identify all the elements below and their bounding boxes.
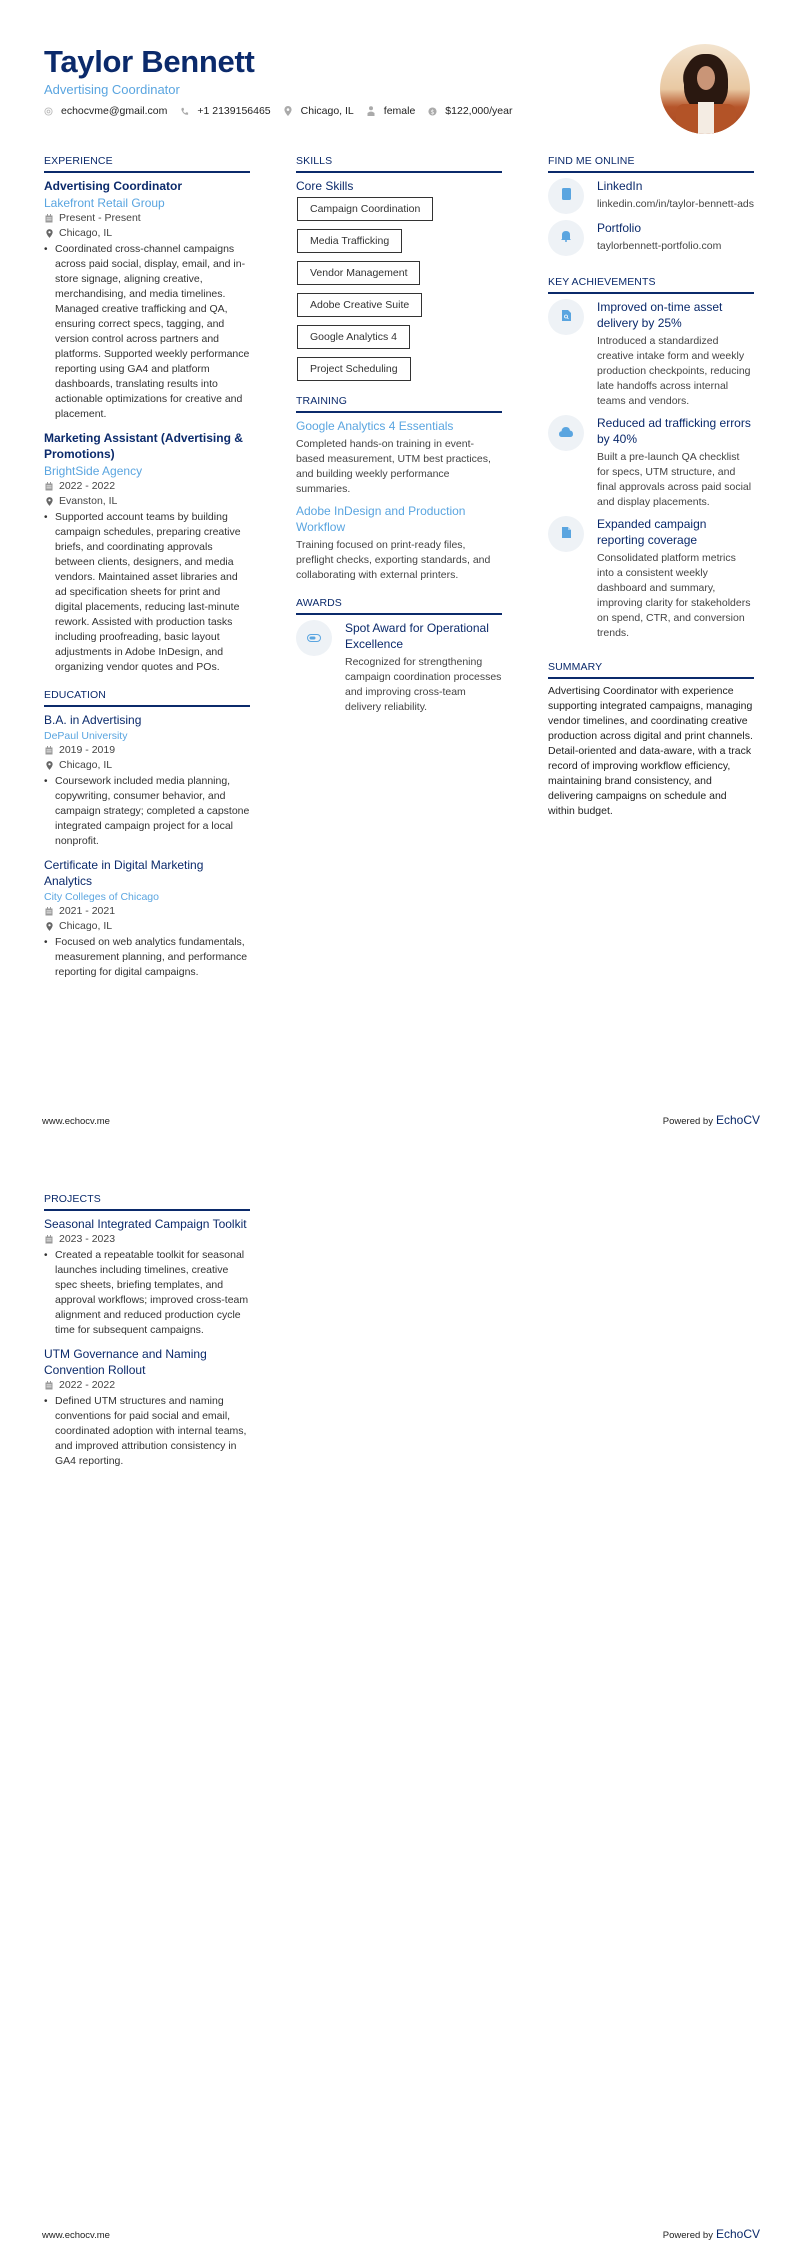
footer-site-link[interactable]: www.echocv.me <box>42 1116 110 1127</box>
achievement-item <box>548 415 754 510</box>
job-company: BrightSide Agency <box>44 464 143 478</box>
edu-location: Chicago, IL <box>44 919 250 934</box>
contact-email[interactable] <box>44 105 167 117</box>
achievements-heading: KEY ACHIEVEMENTS <box>548 276 754 294</box>
calendar-icon <box>44 1381 54 1390</box>
candidate-title: Advertising Coordinator <box>44 82 180 97</box>
summary-heading: SUMMARY <box>548 661 754 679</box>
award-desc: Recognized for strengthening campaign coordination processes and improving cross-team delivery reliability. <box>345 656 502 713</box>
skill-group-title: Core Skills <box>296 179 354 193</box>
project-title: UTM Governance and Naming Convention Rollout <box>44 1347 207 1377</box>
calendar-icon <box>44 482 54 491</box>
resume-header <box>44 44 604 117</box>
linkedin-icon <box>562 187 571 205</box>
training-title: Google Analytics 4 Essentials <box>296 419 454 433</box>
achievement-title: Reduced ad trafficking errors by 40% <box>597 416 751 446</box>
contact-gender <box>367 105 416 117</box>
school: DePaul University <box>44 730 128 742</box>
skill-chip: Vendor Management <box>297 261 420 285</box>
job-company: Lakefront Retail Group <box>44 196 165 210</box>
achievement-item <box>548 299 754 409</box>
achievement-title: Improved on-time asset delivery by 25% <box>597 300 723 330</box>
achievement-title: Expanded campaign reporting coverage <box>597 517 707 547</box>
portfolio-icon <box>561 229 571 247</box>
skill-chip: Project Scheduling <box>297 357 411 381</box>
job-role: Advertising Coordinator <box>44 179 183 193</box>
middle-column <box>296 155 502 721</box>
project-bullets <box>44 1248 250 1338</box>
training-desc: Completed hands-on training in event-based measurement, UTM best practices, and building weekly performance summaries. <box>296 438 491 495</box>
award-item <box>296 620 502 715</box>
calendar-icon <box>44 746 54 755</box>
awards-heading: AWARDS <box>296 597 502 615</box>
contact-salary <box>428 105 512 117</box>
education-entry <box>44 857 250 980</box>
project-dates: 2023 - 2023 <box>44 1232 250 1247</box>
job-location: Evanston, IL <box>44 494 250 509</box>
training-desc: Training focused on print-ready files, preflight checks, exporting standards, and collaborating with external printers. <box>296 539 491 581</box>
contact-phone[interactable] <box>180 105 270 117</box>
profile-photo <box>660 44 750 134</box>
achievement-desc: Built a pre-launch QA checklist for specs, UTM structure, and final approvals across paid social and display placements. <box>597 451 752 508</box>
footer-powered: Powered by EchoCV <box>662 2227 760 2241</box>
project-dates: 2022 - 2022 <box>44 1378 250 1393</box>
contact-row <box>44 105 604 117</box>
online-link[interactable]: taylorbennett-portfolio.com <box>597 240 722 252</box>
award-icon-circle <box>296 620 332 656</box>
edu-bullets <box>44 935 250 980</box>
online-item-linkedin[interactable] <box>548 178 754 214</box>
degree: Certificate in Digital Marketing Analytics <box>44 858 204 888</box>
job-dates: 2022 - 2022 <box>44 479 250 494</box>
project-title: Seasonal Integrated Campaign Toolkit <box>44 1217 247 1231</box>
projects-heading: PROJECTS <box>44 1193 250 1211</box>
location-pin-icon <box>44 922 54 931</box>
skill-chips <box>296 197 502 389</box>
footer-site-link[interactable]: www.echocv.me <box>42 2230 110 2241</box>
training-heading: TRAINING <box>296 395 502 413</box>
location-text: Chicago, IL <box>300 105 354 117</box>
location-pin-icon <box>44 497 54 506</box>
job-bullets <box>44 510 250 675</box>
job-location: Chicago, IL <box>44 226 250 241</box>
skill-chip: Media Trafficking <box>297 229 402 253</box>
edu-bullet: • Focused on web analytics fundamentals, measurement planning, and performance reporting for digital campaigns. <box>44 935 250 980</box>
online-item-portfolio[interactable] <box>548 220 754 256</box>
right-column <box>548 155 754 819</box>
skills-heading: SKILLS <box>296 155 502 173</box>
svg-text:$: $ <box>430 109 435 116</box>
phone-icon <box>180 107 189 116</box>
experience-entry <box>44 178 250 422</box>
person-icon <box>367 107 376 116</box>
page-footer <box>42 1113 760 1127</box>
edu-dates: 2021 - 2021 <box>44 904 250 919</box>
location-pin-icon <box>284 107 293 116</box>
footer-powered: Powered by EchoCV <box>662 1113 760 1127</box>
job-role: Marketing Assistant (Advertising & Promotions) <box>44 431 243 461</box>
skill-chip: Campaign Coordination <box>297 197 433 221</box>
experience-entry <box>44 430 250 675</box>
job-bullet: • Supported account teams by building campaign schedules, preparing creative briefs, and coordinating approvals between clients, designers, and media vendors. Maintained asset libraries and ad specification sheets for print and digital placements, reducing last-minute rework. Assisted with production tasks including proofreading, basic layout adjustments in Adobe InDesign, and organizing vendor quotes and POs. <box>44 510 250 675</box>
toggle-icon <box>307 629 321 647</box>
job-dates: Present - Present <box>44 211 250 226</box>
online-label: LinkedIn <box>597 179 643 193</box>
skill-chip: Adobe Creative Suite <box>297 293 422 317</box>
skill-chip: Google Analytics 4 <box>297 325 410 349</box>
location-pin-icon <box>44 229 54 238</box>
project-bullet: • Defined UTM structures and naming conventions for paid social and email, coordinated adoption with internal teams, and improved attribution consistency in GA4 reporting. <box>44 1394 250 1469</box>
degree: B.A. in Advertising <box>44 713 142 727</box>
education-entry <box>44 712 250 849</box>
project-bullets <box>44 1394 250 1469</box>
email-text: echocvme@gmail.com <box>61 105 168 117</box>
job-bullet: • Coordinated cross-channel campaigns across paid social, display, email, and in-store signage, aligning creative, merchandising, and media timelines. Managed creative trafficking and QA, ensuring correct specs, tagging, and version control across partners and platforms. Supported weekly performance reporting using GA4 and platform dashboards, translating results into actionable optimizations for creative and placement. <box>44 242 250 422</box>
calendar-icon <box>44 1235 54 1244</box>
project-entry <box>44 1346 250 1469</box>
award-title: Spot Award for Operational Excellence <box>345 621 489 651</box>
page-footer <box>42 2227 760 2241</box>
calendar-icon <box>44 907 54 916</box>
salary-text: $122,000/year <box>445 105 513 117</box>
left-column <box>44 155 250 988</box>
online-label: Portfolio <box>597 221 642 235</box>
achievement-item <box>548 516 754 641</box>
training-title: Adobe InDesign and Production Workflow <box>296 504 466 534</box>
online-heading: FIND ME ONLINE <box>548 155 754 173</box>
online-link[interactable]: linkedin.com/in/taylor-bennett-ads <box>597 198 754 210</box>
education-heading: EDUCATION <box>44 689 250 707</box>
calendar-icon <box>44 214 54 223</box>
footer-brand[interactable]: EchoCV <box>715 2227 760 2241</box>
file-search-icon <box>562 308 571 326</box>
school: City Colleges of Chicago <box>44 891 159 903</box>
projects-section <box>44 1193 250 1477</box>
cloud-icon <box>559 424 573 442</box>
candidate-name: Taylor Bennett <box>44 44 255 79</box>
project-entry <box>44 1216 250 1338</box>
achievement-desc: Introduced a standardized creative intake form and weekly production checkpoints, reducing late handoffs across internal teams and vendors. <box>597 335 751 407</box>
at-icon <box>44 107 53 116</box>
footer-brand[interactable]: EchoCV <box>715 1113 760 1127</box>
job-bullets <box>44 242 250 422</box>
edu-dates: 2019 - 2019 <box>44 743 250 758</box>
file-icon <box>562 525 571 543</box>
phone-text: +1 2139156465 <box>197 105 271 117</box>
project-bullet: • Created a repeatable toolkit for seasonal launches including timelines, creative spec sheets, briefing templates, and approval workflows; improved cross-team alignment and reduced production cycle time for subsequent campaigns. <box>44 1248 250 1338</box>
edu-location: Chicago, IL <box>44 758 250 773</box>
achievement-desc: Consolidated platform metrics into a consistent weekly dashboard and summary, improving clarity for stakeholders on spend, CTR, and conversion trends. <box>597 552 751 639</box>
edu-bullets <box>44 774 250 849</box>
gender-text: female <box>383 105 416 117</box>
coin-icon <box>428 107 437 116</box>
contact-location <box>284 105 354 117</box>
location-pin-icon <box>44 761 54 770</box>
experience-heading: EXPERIENCE <box>44 155 250 173</box>
summary-text: Advertising Coordinator with experience supporting integrated campaigns, managing vendor timelines, and coordinating creative production across digital and print channels. Detail-oriented and data-aware, with a track record of improving workflow efficiency, maintaining brand consistency, and delivering campaigns on schedule and within budget. <box>548 685 753 817</box>
edu-bullet: • Coursework included media planning, copywriting, consumer behavior, and campaign strategy; completed a capstone integrated campaign project for a local nonprofit. <box>44 774 250 849</box>
